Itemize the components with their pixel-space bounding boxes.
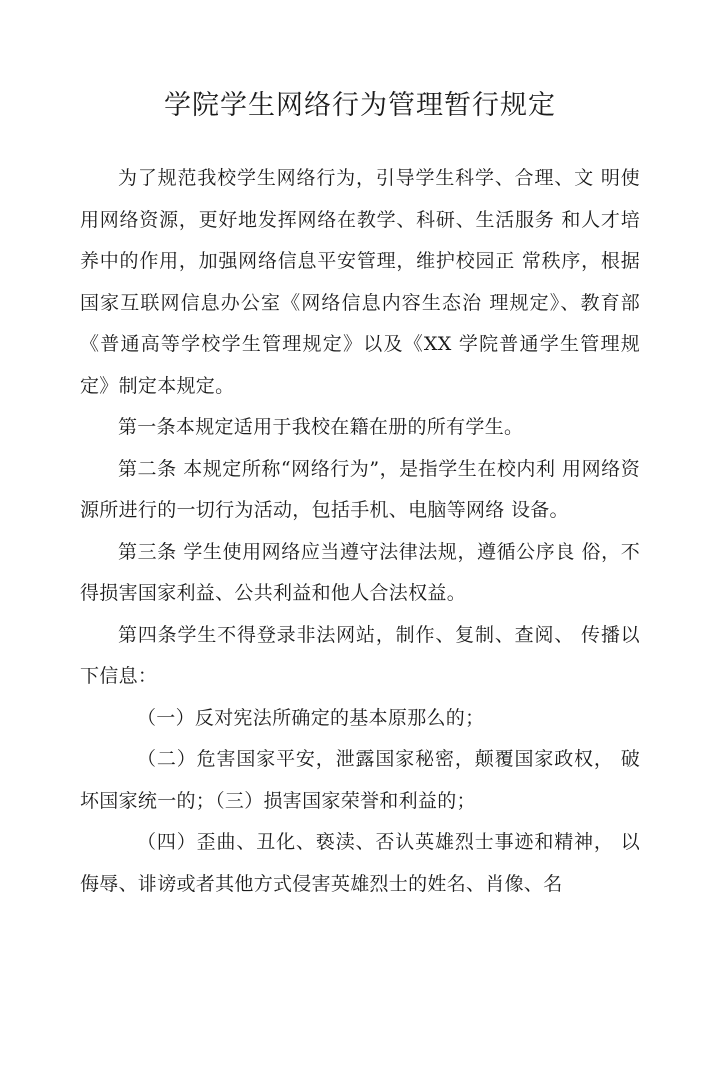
article-4-item-4: （四）歪曲、丑化、亵渎、否认英雄烈士事迹和精神， 以侮辱、诽谤或者其他方式侵害英雄烈士的姓名、肖像、名 — [80, 831, 640, 895]
article-4-paragraph: 第四条学生不得登录非法网站，制作、复制、查阅、 传播以下信息： — [80, 623, 640, 687]
article-3-paragraph: 第三条 学生使用网络应当遵守法律法规，遵循公序良 俗，不得损害国家利益、公共利益和他人合法权益。 — [80, 540, 640, 604]
preamble-paragraph: 为了规范我校学生网络行为，引导学生科学、合理、文 明使用网络资源，更好地发挥网络在教学、科研、生活服务 和人才培养中的作用，加强网络信息平安管理，维护校园正 常秩序，根据国家互联网信息办公室《网络信息内容生态治 理规定》、教育部《普通高等学校学生管理规定》以及《XX 学院普通学生管理规定》制定本规定。 — [80, 167, 640, 397]
article-2-paragraph: 第二条 本规定所称“网络行为”，是指学生在校内利 用网络资源所进行的一切行为活动，包括手机、电脑等网络 设备。 — [80, 457, 640, 521]
article-4-item-2-3: （二）危害国家平安，泄露国家秘密，颠覆国家政权， 破坏国家统一的；（三）损害国家荣誉和利益的； — [80, 748, 640, 812]
article-4-item-1: （一）反对宪法所确定的基本原那么的； — [137, 706, 485, 729]
document-title: 学院学生网络行为管理暂行规定 — [164, 90, 556, 121]
article-1-paragraph: 第一条本规定适用于我校在籍在册的所有学生。 — [118, 416, 524, 438]
document-body — [80, 158, 640, 905]
